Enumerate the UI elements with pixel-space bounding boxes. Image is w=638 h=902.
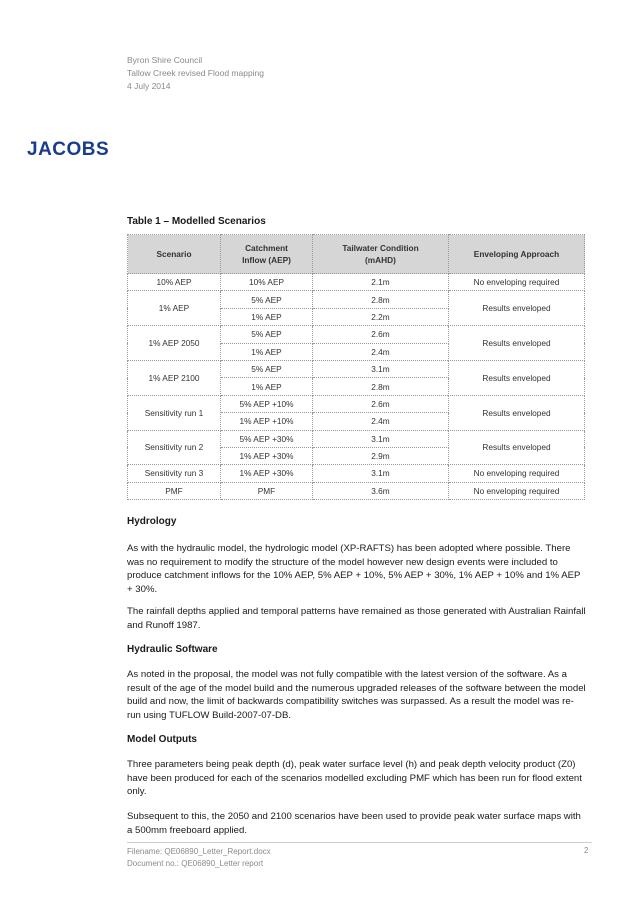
hydrology-paragraph-2: The rainfall depths applied and temporal patterns have remained as those generated with Australian Rainfall and Runoff 1987. bbox=[127, 606, 586, 631]
document-footer bbox=[127, 846, 271, 870]
cell-tailwater: 2.2m bbox=[313, 308, 449, 325]
cell-inflow: 1% AEP +10% bbox=[221, 413, 313, 430]
table-row bbox=[128, 274, 585, 291]
cell-enveloping: No enveloping required bbox=[449, 274, 585, 291]
header-scenario: Scenario bbox=[128, 235, 221, 274]
footer-divider bbox=[127, 842, 592, 843]
cell-tailwater: 3.1m bbox=[313, 360, 449, 377]
cell-inflow: 1% AEP bbox=[221, 343, 313, 360]
cell-enveloping: Results enveloped bbox=[449, 430, 585, 465]
table-header-row bbox=[128, 235, 585, 274]
cell-inflow: PMF bbox=[221, 482, 313, 499]
cell-tailwater: 2.1m bbox=[313, 274, 449, 291]
modelled-scenarios-table bbox=[127, 234, 585, 500]
hydrology-heading: Hydrology bbox=[127, 516, 177, 527]
footer-document-number: Document no.: QE06890_Letter report bbox=[127, 859, 264, 868]
cell-enveloping: No enveloping required bbox=[449, 465, 585, 482]
header-enveloping: Enveloping Approach bbox=[449, 235, 585, 274]
header-project: Tallow Creek revised Flood mapping bbox=[127, 68, 265, 78]
hydraulic-software-paragraph: As noted in the proposal, the model was not fully compatible with the latest version of the software. As a result of the age of the model build and the numerous upgraded releases of the software between the model build and now, the limit of backwards compatibility switches was surpassed. As a result the model was re-run using TUFLOW Build-2007-07-DB. bbox=[127, 669, 586, 721]
hydrology-paragraph-1: As with the hydraulic model, the hydrologic model (XP-RAFTS) has been adopted where possible. There was no requirement to modify the structure of the model however new design events were included to produce catchment inflows for the 10% AEP, 5% AEP + 10%, 5% AEP + 30%, 1% AEP + 10% and 1% AEP + 30%. bbox=[127, 543, 581, 595]
cell-inflow: 5% AEP bbox=[221, 291, 313, 308]
page-number: 2 bbox=[584, 846, 589, 855]
cell-enveloping: Results enveloped bbox=[449, 360, 585, 395]
cell-tailwater: 3.1m bbox=[313, 465, 449, 482]
header-client: Byron Shire Council bbox=[127, 55, 203, 65]
cell-scenario: 1% AEP bbox=[128, 291, 221, 326]
cell-scenario: Sensitivity run 3 bbox=[128, 465, 221, 482]
footer-filename: Filename: QE06890_Letter_Report.docx bbox=[127, 847, 271, 856]
cell-scenario: PMF bbox=[128, 482, 221, 499]
cell-enveloping: Results enveloped bbox=[449, 395, 585, 430]
model-outputs-paragraph-2: Subsequent to this, the 2050 and 2100 scenarios have been used to provide peak water surface maps with a 500mm freeboard applied. bbox=[127, 811, 581, 836]
cell-enveloping: No enveloping required bbox=[449, 482, 585, 499]
cell-scenario: Sensitivity run 1 bbox=[128, 395, 221, 430]
hydraulic-software-heading: Hydraulic Software bbox=[127, 644, 218, 655]
table-row bbox=[128, 360, 585, 377]
model-outputs-paragraph-1: Three parameters being peak depth (d), peak water surface level (h) and peak depth velocity product (Z0) have been produced for each of the scenarios modelled excluding PMF which has been run for flood extent only. bbox=[127, 759, 582, 797]
cell-inflow: 1% AEP +30% bbox=[221, 447, 313, 464]
cell-scenario: Sensitivity run 2 bbox=[128, 430, 221, 465]
cell-tailwater: 2.8m bbox=[313, 291, 449, 308]
header-date: 4 July 2014 bbox=[127, 81, 171, 91]
cell-inflow: 1% AEP +30% bbox=[221, 465, 313, 482]
cell-tailwater: 2.4m bbox=[313, 413, 449, 430]
jacobs-logo: JACOBS bbox=[27, 139, 110, 160]
cell-scenario: 10% AEP bbox=[128, 274, 221, 291]
cell-inflow: 5% AEP +10% bbox=[221, 395, 313, 412]
cell-tailwater: 2.6m bbox=[313, 326, 449, 343]
cell-inflow: 10% AEP bbox=[221, 274, 313, 291]
model-outputs-heading: Model Outputs bbox=[127, 734, 197, 745]
cell-enveloping: Results enveloped bbox=[449, 291, 585, 326]
table-row bbox=[128, 465, 585, 482]
header-tailwater: Tailwater Condition (mAHD) bbox=[313, 235, 449, 274]
header-catchment-inflow: Catchment Inflow (AEP) bbox=[221, 235, 313, 274]
table-row bbox=[128, 326, 585, 343]
document-header bbox=[127, 54, 264, 93]
cell-tailwater: 3.6m bbox=[313, 482, 449, 499]
table-caption: Table 1 – Modelled Scenarios bbox=[127, 216, 266, 227]
table-row bbox=[128, 430, 585, 447]
table-row bbox=[128, 395, 585, 412]
cell-tailwater: 2.8m bbox=[313, 378, 449, 395]
cell-tailwater: 2.6m bbox=[313, 395, 449, 412]
cell-scenario: 1% AEP 2100 bbox=[128, 360, 221, 395]
cell-inflow: 5% AEP bbox=[221, 326, 313, 343]
cell-inflow: 5% AEP +30% bbox=[221, 430, 313, 447]
cell-enveloping: Results enveloped bbox=[449, 326, 585, 361]
table-row bbox=[128, 482, 585, 499]
cell-inflow: 1% AEP bbox=[221, 308, 313, 325]
cell-tailwater: 2.4m bbox=[313, 343, 449, 360]
cell-tailwater: 2.9m bbox=[313, 447, 449, 464]
cell-scenario: 1% AEP 2050 bbox=[128, 326, 221, 361]
cell-inflow: 5% AEP bbox=[221, 360, 313, 377]
cell-tailwater: 3.1m bbox=[313, 430, 449, 447]
table-row bbox=[128, 291, 585, 308]
cell-inflow: 1% AEP bbox=[221, 378, 313, 395]
